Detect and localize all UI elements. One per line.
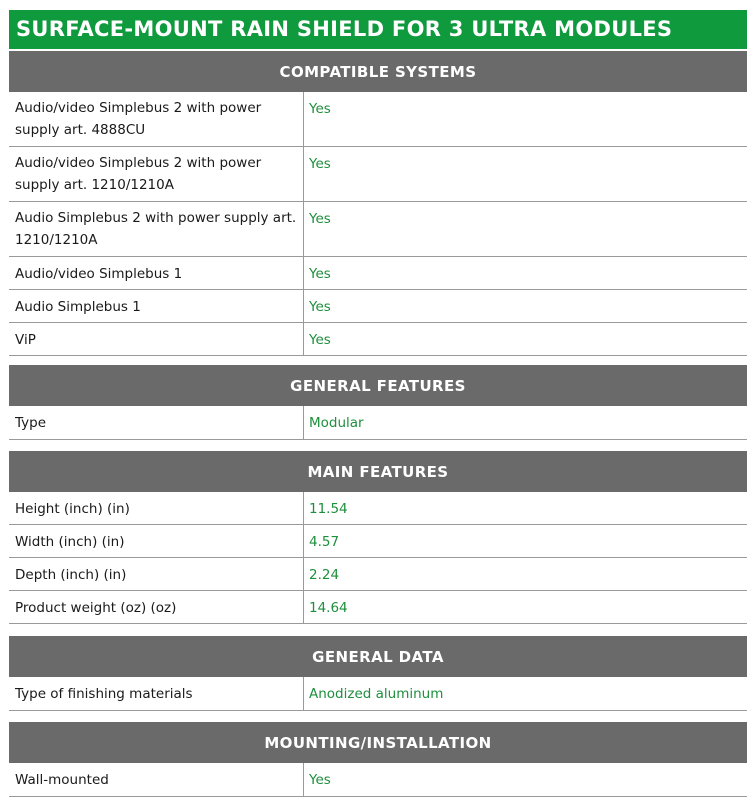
table-row: [9, 406, 747, 440]
table-row: [9, 202, 747, 257]
row-label: Audio/video Simplebus 2 with power supply art. 4888CU: [9, 92, 304, 146]
row-label: Product weight (oz) (oz): [9, 591, 304, 623]
section-general-data: [9, 636, 747, 711]
row-label: Wall-mounted: [9, 763, 304, 796]
section-heading: COMPATIBLE SYSTEMS: [9, 51, 747, 92]
row-value: Yes: [309, 299, 331, 315]
row-label: Height (inch) (in): [9, 492, 304, 524]
page-title: SURFACE-MOUNT RAIN SHIELD FOR 3 ULTRA MODULES: [9, 10, 747, 49]
row-label: Audio/video Simplebus 2 with power supply art. 1210/1210A: [9, 147, 304, 201]
section-heading: MAIN FEATURES: [9, 451, 747, 492]
row-value: Yes: [309, 101, 331, 117]
row-label: Audio Simplebus 2 with power supply art. 1210/1210A: [9, 202, 304, 256]
section-general-features: [9, 365, 747, 440]
row-label: Type: [9, 406, 304, 439]
row-value: 2.24: [309, 567, 340, 583]
section-heading: MOUNTING/INSTALLATION: [9, 722, 747, 763]
row-label: Audio/video Simplebus 1: [9, 257, 304, 289]
row-value: Yes: [309, 211, 331, 227]
table-row: [9, 492, 747, 525]
row-value: 11.54: [309, 501, 348, 517]
table-row: [9, 677, 747, 711]
row-value: Yes: [309, 266, 331, 282]
table-row: [9, 257, 747, 290]
table-row: [9, 558, 747, 591]
section-mounting-installation: [9, 722, 747, 797]
row-value: 14.64: [309, 600, 348, 616]
table-row: [9, 591, 747, 624]
table-row: [9, 763, 747, 797]
table-row: [9, 290, 747, 323]
row-value: Anodized aluminum: [309, 686, 444, 702]
row-label: Depth (inch) (in): [9, 558, 304, 590]
table-row: [9, 92, 747, 147]
section-heading: GENERAL DATA: [9, 636, 747, 677]
row-value: Yes: [309, 156, 331, 172]
row-label: Type of finishing materials: [9, 677, 304, 710]
row-value: Modular: [309, 415, 364, 431]
row-label: Audio Simplebus 1: [9, 290, 304, 322]
section-main-features: [9, 451, 747, 624]
table-row: [9, 323, 747, 356]
row-value: Yes: [309, 332, 331, 348]
row-value: Yes: [309, 772, 331, 788]
row-label: Width (inch) (in): [9, 525, 304, 557]
section-compatible-systems: [9, 51, 747, 356]
row-value: 4.57: [309, 534, 340, 550]
table-row: [9, 525, 747, 558]
row-label: ViP: [9, 323, 304, 355]
section-heading: GENERAL FEATURES: [9, 365, 747, 406]
table-row: [9, 147, 747, 202]
